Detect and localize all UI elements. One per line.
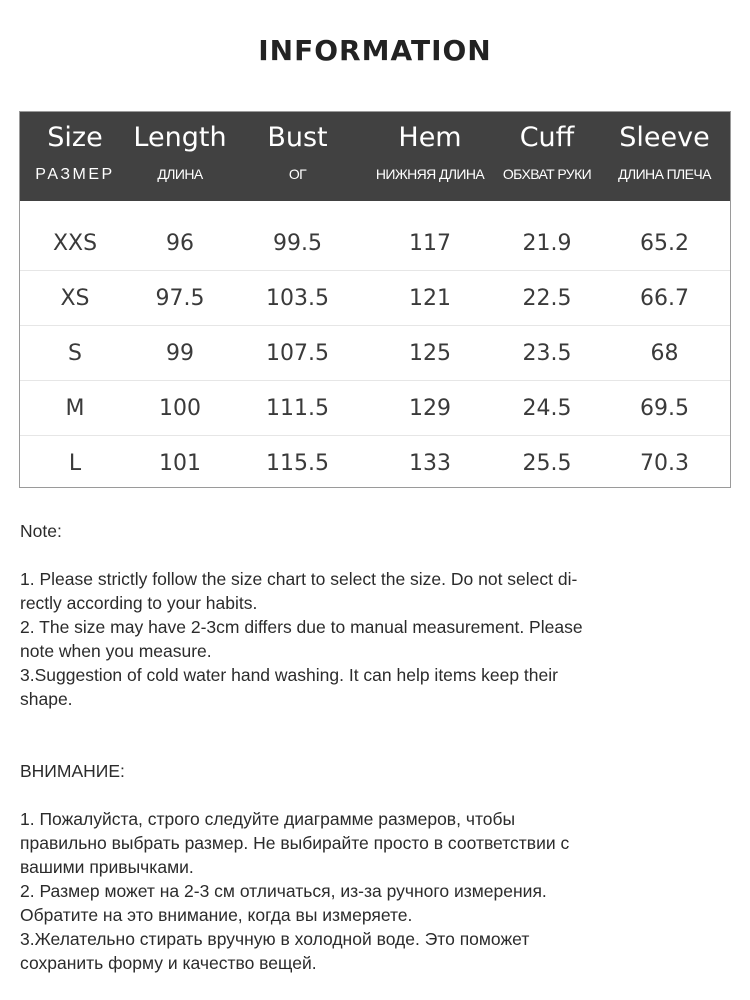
note-line: 3.Suggestion of cold water hand washing. It can help items keep their — [20, 665, 558, 685]
size-chart-table — [19, 111, 731, 488]
bust-cell: 103.5 — [266, 285, 329, 311]
header-sublabel: ОГ — [288, 166, 307, 182]
header-sublabel: РАЗМЕР — [35, 166, 115, 183]
table-row — [20, 216, 730, 271]
note-line: сохранить форму и качество вещей. — [20, 953, 317, 973]
table-row — [20, 271, 730, 326]
note-line: 3.Желательно стирать вручную в холодной воде. Это поможет — [20, 929, 530, 949]
bust-cell: 115.5 — [266, 450, 329, 476]
notes-heading-ru: ВНИМАНИЕ: — [20, 761, 125, 781]
note-line: rectly according to your habits. — [20, 593, 258, 613]
sleeve-cell: 69.5 — [640, 395, 689, 421]
length-cell: 100 — [159, 395, 201, 421]
note-line: shape. — [20, 689, 73, 709]
hem-cell: 125 — [409, 340, 451, 366]
header-sleeve — [599, 112, 730, 201]
header-label: Hem — [398, 122, 462, 153]
table-row — [20, 326, 730, 381]
hem-cell: 129 — [409, 395, 451, 421]
header-label: Length — [133, 122, 227, 153]
hem-cell: 133 — [409, 450, 451, 476]
sleeve-cell: 70.3 — [640, 450, 689, 476]
header-length — [130, 112, 230, 201]
header-label: Size — [47, 122, 103, 153]
table-header — [20, 112, 730, 201]
table-row — [20, 436, 730, 490]
cuff-cell: 22.5 — [522, 285, 572, 311]
note-line: 1. Пожалуйста, строго следуйте диаграмме размеров, чтобы — [20, 809, 516, 829]
cuff-cell: 21.9 — [522, 230, 572, 256]
size-cell: L — [68, 450, 82, 476]
header-sublabel: НИЖНЯЯ ДЛИНА — [375, 166, 485, 182]
notes-heading-en: Note: — [20, 521, 62, 541]
cuff-cell: 23.5 — [522, 340, 572, 366]
page-title: INFORMATION — [258, 34, 492, 67]
header-sublabel: ОБХВАТ РУКИ — [502, 166, 592, 182]
header-label: Cuff — [519, 122, 575, 153]
cuff-cell: 25.5 — [522, 450, 572, 476]
length-cell: 97.5 — [155, 285, 205, 311]
sleeve-cell: 65.2 — [640, 230, 689, 256]
sleeve-cell: 68 — [650, 340, 679, 366]
header-label: Bust — [267, 122, 328, 153]
size-cell: M — [65, 395, 85, 421]
header-bust — [230, 112, 365, 201]
hem-cell: 121 — [409, 285, 451, 311]
header-hem — [365, 112, 495, 201]
note-line: note when you measure. — [20, 641, 212, 661]
table-body — [20, 201, 730, 490]
note-line: Обратите на это внимание, когда вы измеряете. — [20, 905, 413, 925]
note-line: правильно выбрать размер. Не выбирайте просто в соответствии с — [20, 833, 570, 853]
header-cuff — [495, 112, 599, 201]
size-cell: XS — [60, 285, 90, 311]
header-sublabel: ДЛИНА ПЛЕЧА — [618, 166, 711, 182]
header-size — [20, 112, 130, 201]
header-label: Sleeve — [619, 122, 710, 153]
header-sublabel: ДЛИНА — [157, 166, 203, 182]
hem-cell: 117 — [409, 230, 451, 256]
bust-cell: 107.5 — [266, 340, 329, 366]
bust-cell: 99.5 — [273, 230, 322, 256]
notes-section — [20, 519, 730, 975]
note-line: 1. Please strictly follow the size chart to select the size. Do not select di- — [20, 569, 578, 589]
size-cell: XXS — [52, 230, 98, 256]
bust-cell: 111.5 — [266, 395, 329, 421]
length-cell: 99 — [166, 340, 194, 366]
note-line: 2. The size may have 2-3cm differs due to manual measurement. Please — [20, 617, 583, 637]
size-cell: S — [68, 340, 82, 366]
cuff-cell: 24.5 — [522, 395, 572, 421]
table-row — [20, 381, 730, 436]
length-cell: 101 — [159, 450, 201, 476]
sleeve-cell: 66.7 — [640, 285, 689, 311]
length-cell: 96 — [166, 230, 194, 256]
note-line: 2. Размер может на 2-3 см отличаться, из-за ручного измерения. — [20, 881, 547, 901]
note-line: вашими привычками. — [20, 857, 194, 877]
